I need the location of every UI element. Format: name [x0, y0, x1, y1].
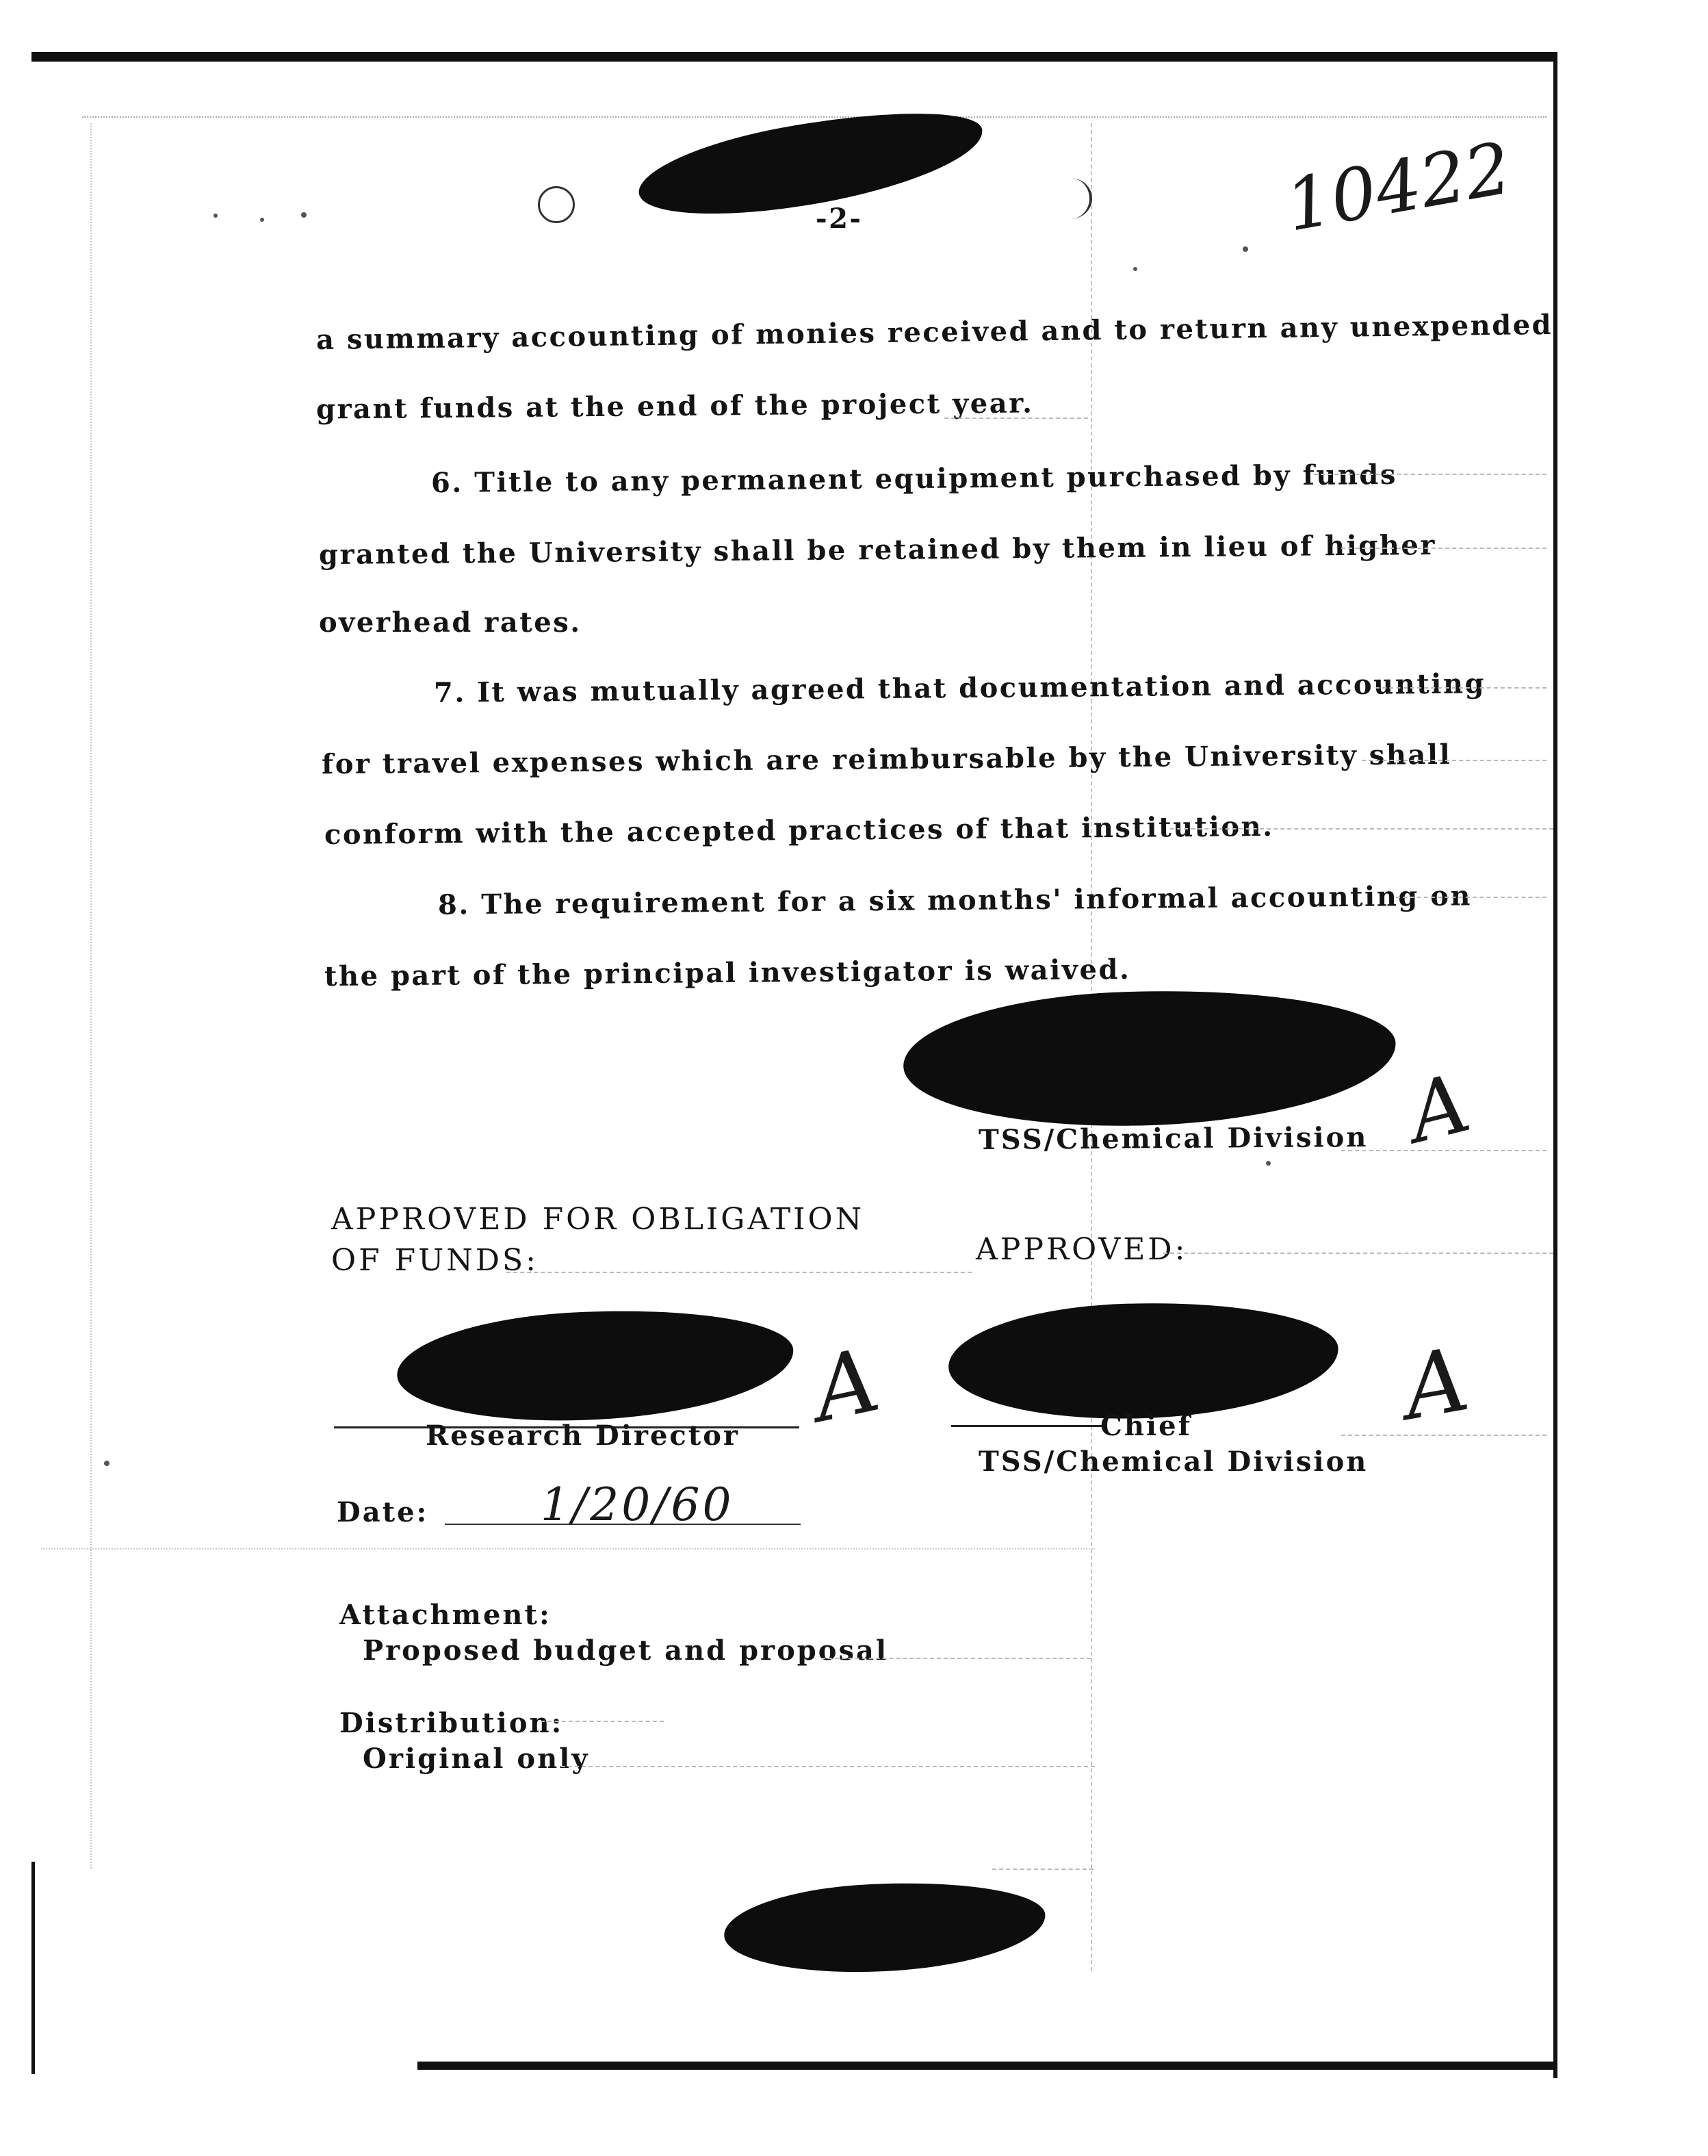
line-artifact	[1314, 474, 1547, 475]
line-artifact	[1170, 828, 1553, 830]
scan-speck	[1133, 267, 1137, 271]
date-line	[445, 1524, 801, 1525]
page-number: -2-	[816, 203, 863, 235]
scan-top-border	[31, 52, 1557, 62]
scan-speck	[1266, 1161, 1271, 1166]
scan-speck	[301, 212, 307, 218]
redaction-header	[632, 94, 990, 234]
attachment-item: Proposed budget and proposal	[363, 1634, 889, 1667]
scan-left-artifact-line	[90, 123, 92, 1869]
chief-title: Chief	[1100, 1410, 1192, 1442]
paragraph-6-line-1: 6. Title to any permanent equipment purchased by funds	[430, 458, 1398, 500]
paragraph-7-line-2: for travel expenses which are reimbursable by the University shall	[321, 738, 1452, 781]
line-artifact	[1163, 1253, 1553, 1254]
distribution-item: Original only	[363, 1743, 590, 1775]
line-artifact	[561, 1766, 1095, 1767]
redaction-chief	[946, 1296, 1341, 1425]
research-director-initial: A	[804, 1329, 888, 1442]
paragraph-6-line-3: overhead rates.	[319, 606, 582, 639]
scan-right-border	[1553, 52, 1557, 2078]
research-director-title: Research Director	[426, 1420, 740, 1452]
paragraph-5-continuation-line-1: a summary accounting of monies received and to return any unexpended	[315, 308, 1553, 357]
redaction-signature-top	[901, 982, 1398, 1133]
punch-hole-left	[538, 186, 575, 223]
scan-speck	[260, 218, 264, 222]
line-artifact	[1341, 1435, 1547, 1436]
chief-initial: A	[1395, 1329, 1476, 1440]
paragraph-6-line-2: granted the University shall be retained by them in lieu of higher	[318, 528, 1437, 572]
scan-speck	[214, 214, 218, 218]
signature-title-top: TSS/Chemical Division	[978, 1121, 1369, 1156]
distribution-label: Distribution:	[339, 1707, 564, 1739]
paragraph-7-line-1: 7. It was mutually agreed that documentation and accounting	[433, 667, 1486, 709]
scan-speck	[1243, 246, 1248, 252]
line-artifact	[1362, 760, 1547, 761]
line-artifact	[821, 1658, 1091, 1659]
signature-line-chief	[951, 1425, 1102, 1427]
date-label: Date:	[337, 1496, 429, 1528]
date-value: 1/20/60	[541, 1478, 734, 1531]
scan-left-edge	[31, 1862, 35, 2074]
line-artifact	[1341, 1150, 1547, 1151]
line-artifact	[41, 1548, 1095, 1550]
signature-initial-top: A	[1399, 1055, 1479, 1162]
line-artifact	[1341, 548, 1547, 549]
line-artifact	[992, 1869, 1094, 1870]
paragraph-8-line-1: 8. The requirement for a six months' informal accounting on	[437, 880, 1473, 921]
of-funds-label: OF FUNDS:	[331, 1243, 539, 1278]
scan-top-artifact-line	[82, 116, 1547, 118]
paragraph-8-line-2: the part of the principal investigator is waived.	[324, 953, 1131, 993]
chief-division: TSS/Chemical Division	[979, 1446, 1369, 1478]
line-artifact	[1375, 687, 1547, 689]
line-artifact	[1396, 897, 1547, 898]
handwritten-document-number: 10422	[1279, 126, 1517, 248]
scan-bottom-border	[417, 2062, 1557, 2070]
paragraph-5-continuation-line-2: grant funds at the end of the project year.	[315, 387, 1034, 426]
line-artifact	[944, 418, 1088, 419]
line-artifact	[506, 1272, 972, 1273]
punch-hole-right	[1048, 178, 1092, 219]
scan-speck	[104, 1461, 109, 1466]
redaction-research-director	[394, 1301, 796, 1430]
approved-label: APPROVED:	[976, 1232, 1188, 1267]
paragraph-7-line-3: conform with the accepted practices of that institution.	[324, 810, 1274, 851]
attachment-label: Attachment:	[339, 1599, 552, 1631]
redaction-footer	[722, 1875, 1048, 1979]
approved-for-obligation-label: APPROVED FOR OBLIGATION	[331, 1202, 865, 1237]
line-artifact	[541, 1721, 664, 1722]
